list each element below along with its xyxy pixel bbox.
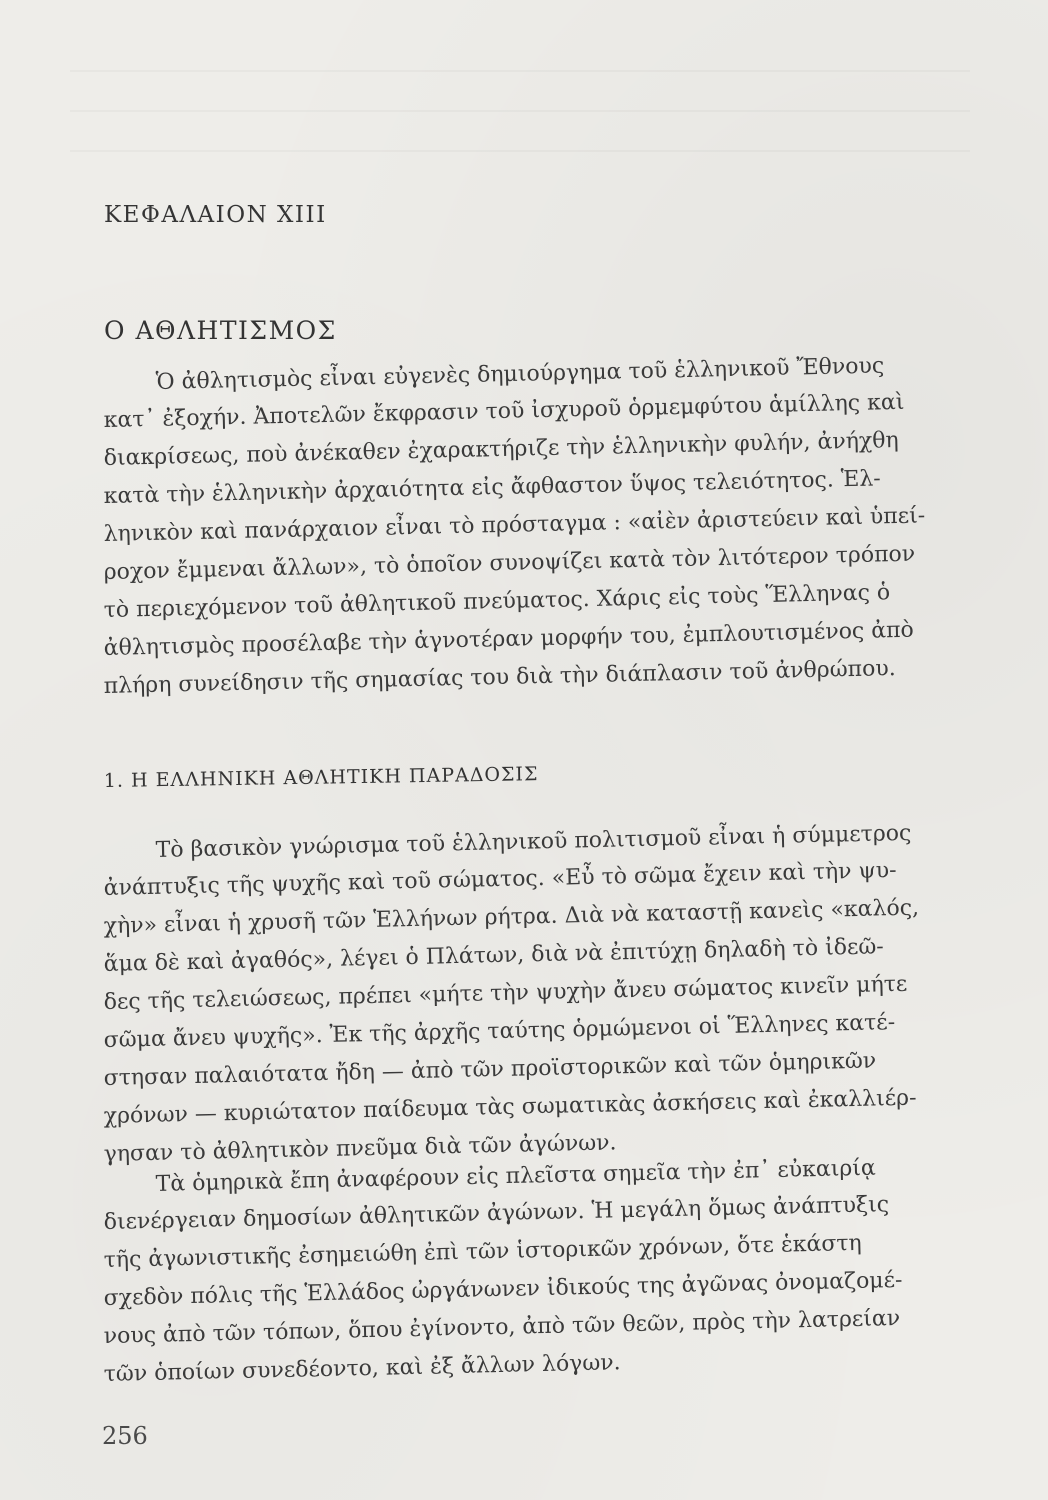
bleed-through-shadow bbox=[70, 70, 970, 72]
text-line: Ὁ ἀθλητισμὸς εἶναι εὐγενὲς δημιούργημα τοῦ ἑλληνικοῦ Ἔθνους bbox=[155, 353, 885, 395]
text-line: χὴν» εἶναι ἡ χρυσῆ τῶν Ἑλλήνων ρήτρα. Διὰ νὰ καταστῇ κανεὶς «καλός, bbox=[103, 895, 920, 939]
chapter-title: Ο ΑΘΛΗΤΙΣΜΟΣ bbox=[104, 316, 337, 345]
text-line: διακρίσεως, ποὺ ἀνέκαθεν ἐχαρακτήριζε τὴν ἑλληνικὴν φυλήν, ἀνήχθη bbox=[103, 427, 899, 471]
text-line: στησαν παλαιότατα ἤδη — ἀπὸ τῶν προϊστορικῶν καὶ τῶν ὁμηρικῶν bbox=[103, 1048, 877, 1091]
page-number: 256 bbox=[102, 1422, 148, 1450]
text-line: γησαν τὸ ἀθλητικὸν πνεῦμα διὰ τῶν ἀγώνων. bbox=[103, 1130, 617, 1167]
text-line: ληνικὸν καὶ πανάρχαιον εἶναι τὸ πρόσταγμα : «αἰὲν ἀριστεύειν καὶ ὑπεί- bbox=[103, 503, 926, 547]
text-line: κατὰ τὴν ἑλληνικὴν ἀρχαιότητα εἰς ἄφθαστον ὕψος τελειότητος. Ἑλ- bbox=[103, 466, 881, 509]
section-heading: 1. Η ΕΛΛΗΝΙΚΗ ΑΘΛΗΤΙΚΗ ΠΑΡΑΔΟΣΙΣ bbox=[103, 763, 539, 792]
text-line: ἅμα δὲ καὶ ἀγαθός», λέγει ὁ Πλάτων, διὰ νὰ ἐπιτύχῃ δηλαδὴ τὸ ἰδεῶ- bbox=[103, 934, 884, 977]
text-line: σῶμα ἄνευ ψυχῆς». Ἐκ τῆς ἀρχῆς ταύτης ὁρμώμενοι οἱ Ἕλληνες κατέ- bbox=[103, 1010, 896, 1053]
text-line: κατ᾽ ἐξοχήν. Ἀποτελῶν ἔκφρασιν τοῦ ἰσχυροῦ ὁρμεμφύτου ἁμίλλης καὶ bbox=[103, 389, 905, 433]
bleed-through-shadow bbox=[70, 150, 970, 152]
bleed-through-shadow bbox=[70, 110, 970, 112]
text-line: Τὰ ὁμηρικὰ ἔπη ἀναφέρουν εἰς πλεῖστα σημεῖα τὴν ἐπ᾽ εὐκαιρίᾳ bbox=[155, 1155, 877, 1197]
text-line: νους ἀπὸ τῶν τόπων, ὅπου ἐγίνοντο, ἀπὸ τῶν θεῶν, πρὸς τὴν λατρείαν bbox=[103, 1305, 901, 1349]
chapter-label: ΚΕΦΑΛΑΙΟΝ XIII bbox=[104, 202, 327, 228]
text-line: τῶν ὁποίων συνεδέοντο, καὶ ἐξ ἄλλων λόγων. bbox=[103, 1350, 621, 1387]
text-line: ἀνάπτυξις τῆς ψυχῆς καὶ τοῦ σώματος. «Εὖ τὸ σῶμα ἔχειν καὶ τὴν ψυ- bbox=[103, 858, 897, 901]
text-line: πλήρη συνείδησιν τῆς σημασίας του διὰ τὴν διάπλασιν τοῦ ἀνθρώπου. bbox=[103, 656, 896, 699]
text-line: δες τῆς τελειώσεως, πρέπει «μήτε τὴν ψυχὴν ἄνευ σώματος κινεῖν μήτε bbox=[103, 971, 908, 1015]
text-line: ροχον ἔμμεναι ἄλλων», τὸ ὁποῖον συνοψίζει κατὰ τὸν λιτότερον τρόπον bbox=[103, 541, 916, 585]
text-line: τὸ περιεχόμενον τοῦ ἀθλητικοῦ πνεύματος. Χάρις εἰς τοὺς Ἕλληνας ὁ bbox=[103, 580, 891, 623]
text-line: σχεδὸν πόλις τῆς Ἑλλάδος ὠργάνωνεν ἰδικούς της ἀγῶνας ὀνομαζομέ- bbox=[103, 1267, 903, 1311]
text-line: Τὸ βασικὸν γνώρισμα τοῦ ἑλληνικοῦ πολιτισμοῦ εἶναι ἡ σύμμετρος bbox=[155, 820, 912, 863]
text-line: χρόνων — κυριώτατον παίδευμα τὰς σωματικὰς ἀσκήσεις καὶ ἐκαλλιέρ- bbox=[103, 1085, 917, 1129]
text-line: διενέργειαν δημοσίων ἀθλητικῶν ἀγώνων. Ἡ μεγάλη ὅμως ἀνάπτυξις bbox=[103, 1192, 890, 1235]
text-line: ἀθλητισμὸς προσέλαβε τὴν ἁγνοτέραν μορφήν του, ἐμπλουτισμένος ἀπὸ bbox=[103, 617, 915, 661]
text-line: τῆς ἀγωνιστικῆς ἐσημειώθη ἐπὶ τῶν ἱστορικῶν χρόνων, ὅτε ἑκάστη bbox=[103, 1230, 862, 1273]
